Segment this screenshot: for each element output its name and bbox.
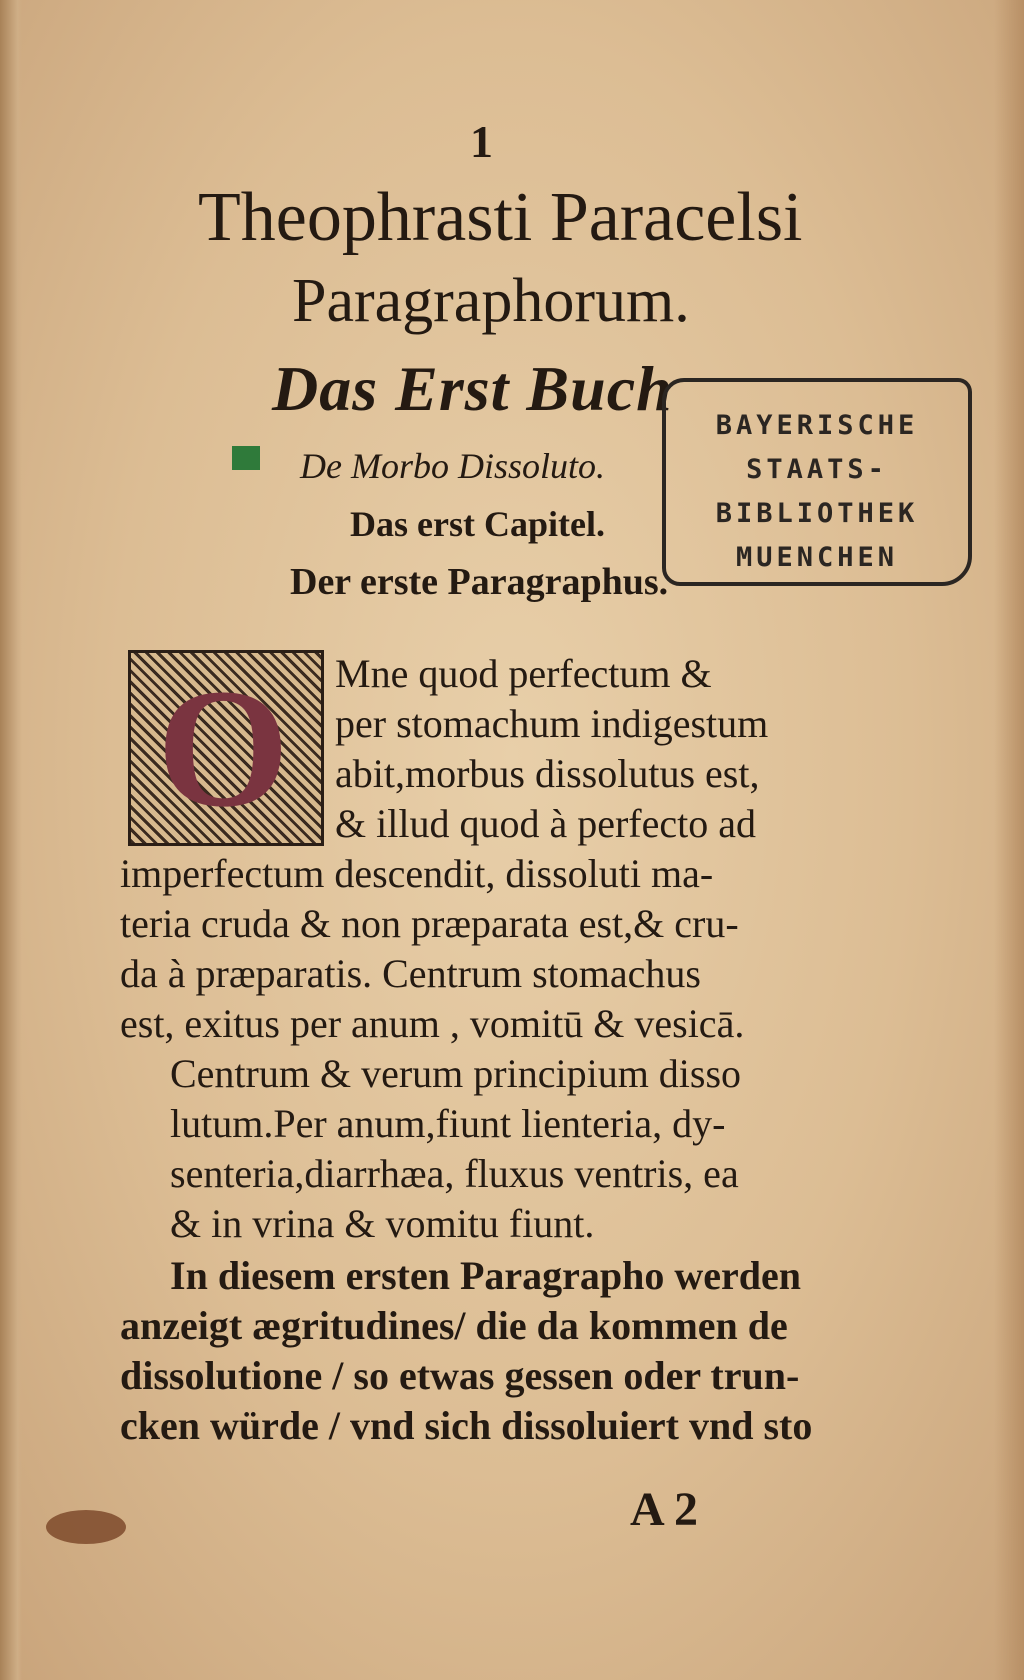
- stamp-line-4: MUENCHEN: [735, 542, 899, 573]
- stamp-line-1: BAYERISCHE: [715, 410, 919, 441]
- body-line: da à præparatis. Centrum stomachus: [120, 951, 701, 996]
- body-line: Centrum & verum principium disso: [170, 1051, 742, 1096]
- body-line: senteria,diarrhæa, fluxus ventris, ea: [170, 1151, 739, 1196]
- page-edge-left: [0, 0, 22, 1680]
- body-line: dissolutione / so etwas gessen oder trun-: [120, 1353, 800, 1398]
- body-line: abit,morbus dissolutus est,: [335, 751, 760, 796]
- paragraph-heading: Der erste Paragraphus.: [290, 561, 669, 603]
- page-edge-right: [994, 0, 1024, 1680]
- body-line: & illud quod à perfecto ad: [335, 801, 756, 846]
- body-line: teria cruda & non præparata est,& cru-: [120, 901, 739, 946]
- body-line: Mne quod perfectum &: [335, 651, 712, 696]
- body-line: lutum.Per anum,fiunt lienteria, dy-: [170, 1101, 726, 1146]
- title-line-2: Paragraphorum.: [292, 267, 690, 335]
- subheading-latin: De Morbo Dissoluto.: [300, 446, 605, 486]
- green-ink-mark: [232, 446, 260, 470]
- signature-mark: A 2: [630, 1483, 699, 1536]
- chapter-heading: Das erst Capitel.: [350, 504, 605, 544]
- initial-letter: O: [157, 654, 290, 842]
- library-stamp: [662, 378, 972, 586]
- decorated-initial: [128, 650, 324, 846]
- title-line-1: Theophrasti Paracelsi: [198, 179, 803, 256]
- ink-stain: [46, 1510, 126, 1544]
- stamp-line-3: BIBLIOTHEK: [715, 498, 919, 529]
- body-line: anzeigt ægritudines/ die da kommen de: [120, 1303, 788, 1348]
- stamp-line-2: STAATS-: [746, 454, 888, 485]
- body-line: imperfectum descendit, dissoluti ma-: [120, 851, 714, 896]
- body-line: cken würde / vnd sich dissoluiert vnd sto: [120, 1403, 813, 1448]
- body-line: & in vrina & vomitu fiunt.: [170, 1201, 595, 1246]
- body-line: est, exitus per anum , vomitū & vesicā.: [120, 1001, 745, 1046]
- body-line: per stomachum indigestum: [335, 701, 769, 746]
- book-heading: Das Erst Buch: [272, 353, 673, 424]
- folio-number: 1: [470, 116, 493, 167]
- body-line: In diesem ersten Paragrapho werden: [170, 1253, 802, 1298]
